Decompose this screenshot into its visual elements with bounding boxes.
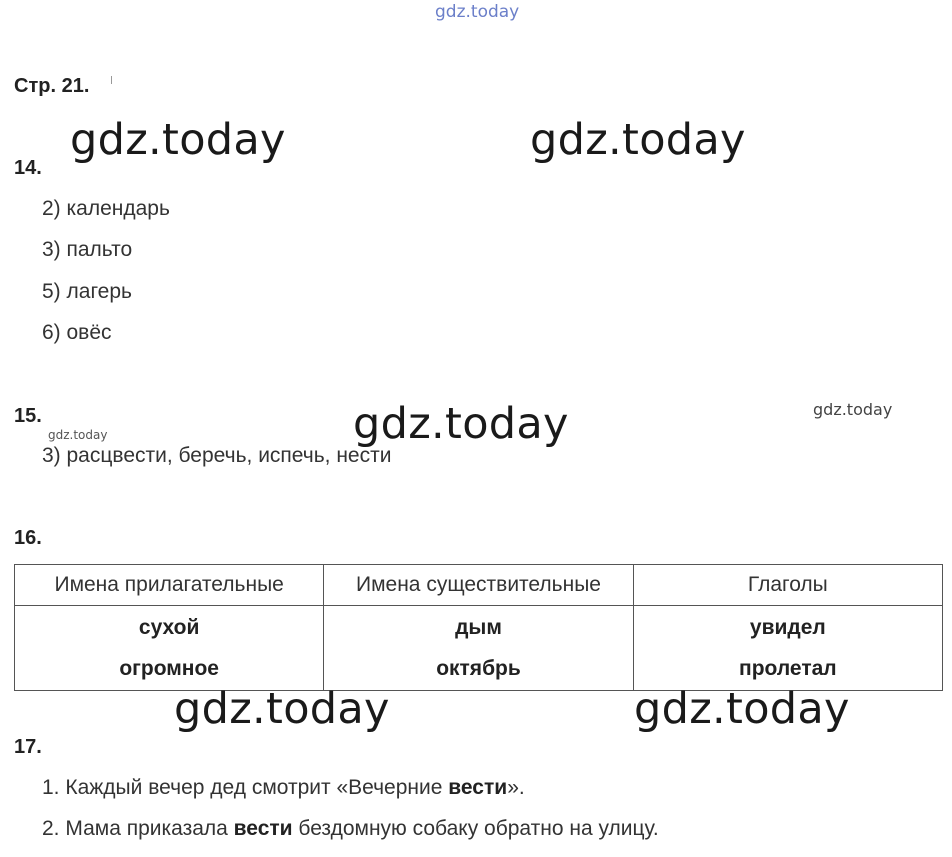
task-15-number: 15.: [14, 405, 42, 427]
sentence-bold-word: вести: [233, 817, 293, 840]
task-16-number: 16.: [14, 527, 42, 549]
verbs-cell: [633, 606, 942, 691]
watermark-large: gdz.today: [353, 399, 569, 449]
nouns-cell: [324, 606, 633, 691]
watermark-large: gdz.today: [634, 684, 850, 734]
adjectives-cell: [15, 606, 324, 691]
column-header-adjectives: Имена прилагательные: [15, 565, 324, 606]
sentence-bold-word: вести: [448, 776, 508, 799]
table-cell-word: увидел: [749, 616, 826, 639]
task-17-number: 17.: [14, 736, 42, 758]
word-classification-table: [14, 564, 943, 691]
sentence-text: 2. Мама приказала: [42, 817, 234, 840]
table-cell-word: огромное: [119, 657, 219, 680]
table-cell-word: пролетал: [739, 657, 837, 680]
sentence-text: 1. Каждый вечер дед смотрит «Вечерние: [42, 776, 449, 799]
watermark-large: gdz.today: [70, 115, 286, 165]
sentence-text: ».: [507, 776, 525, 799]
task-14-answer: 5) лагерь: [42, 280, 132, 303]
watermark-large: gdz.today: [530, 115, 746, 165]
task-14-number: 14.: [14, 157, 42, 179]
table-row: [15, 606, 943, 691]
task-17-sentence: [42, 776, 525, 800]
table-cell-word: сухой: [138, 616, 200, 639]
table-cell-word: дым: [455, 616, 502, 639]
task-14-answer: 6) овёс: [42, 321, 112, 344]
watermark-small: gdz.today: [813, 400, 893, 419]
watermark-large: gdz.today: [174, 684, 390, 734]
watermark-tiny: gdz.today: [48, 428, 108, 442]
task-14-answer: 3) пальто: [42, 238, 133, 261]
task-17-sentence: [42, 817, 659, 841]
table-cell-word: октябрь: [436, 657, 521, 680]
stray-mark: [111, 76, 112, 84]
task-15-answer: 3) расцвести, беречь, испечь, нести: [42, 444, 392, 467]
page-header: Стр. 21.: [14, 75, 90, 97]
table-header-row: [15, 565, 943, 606]
column-header-verbs: Глаголы: [633, 565, 942, 606]
task-14-answer: 2) календарь: [42, 197, 170, 220]
column-header-nouns: Имена существительные: [324, 565, 633, 606]
sentence-text: бездомную собаку обратно на улицу.: [292, 817, 659, 840]
watermark-top: gdz.today: [435, 2, 520, 22]
